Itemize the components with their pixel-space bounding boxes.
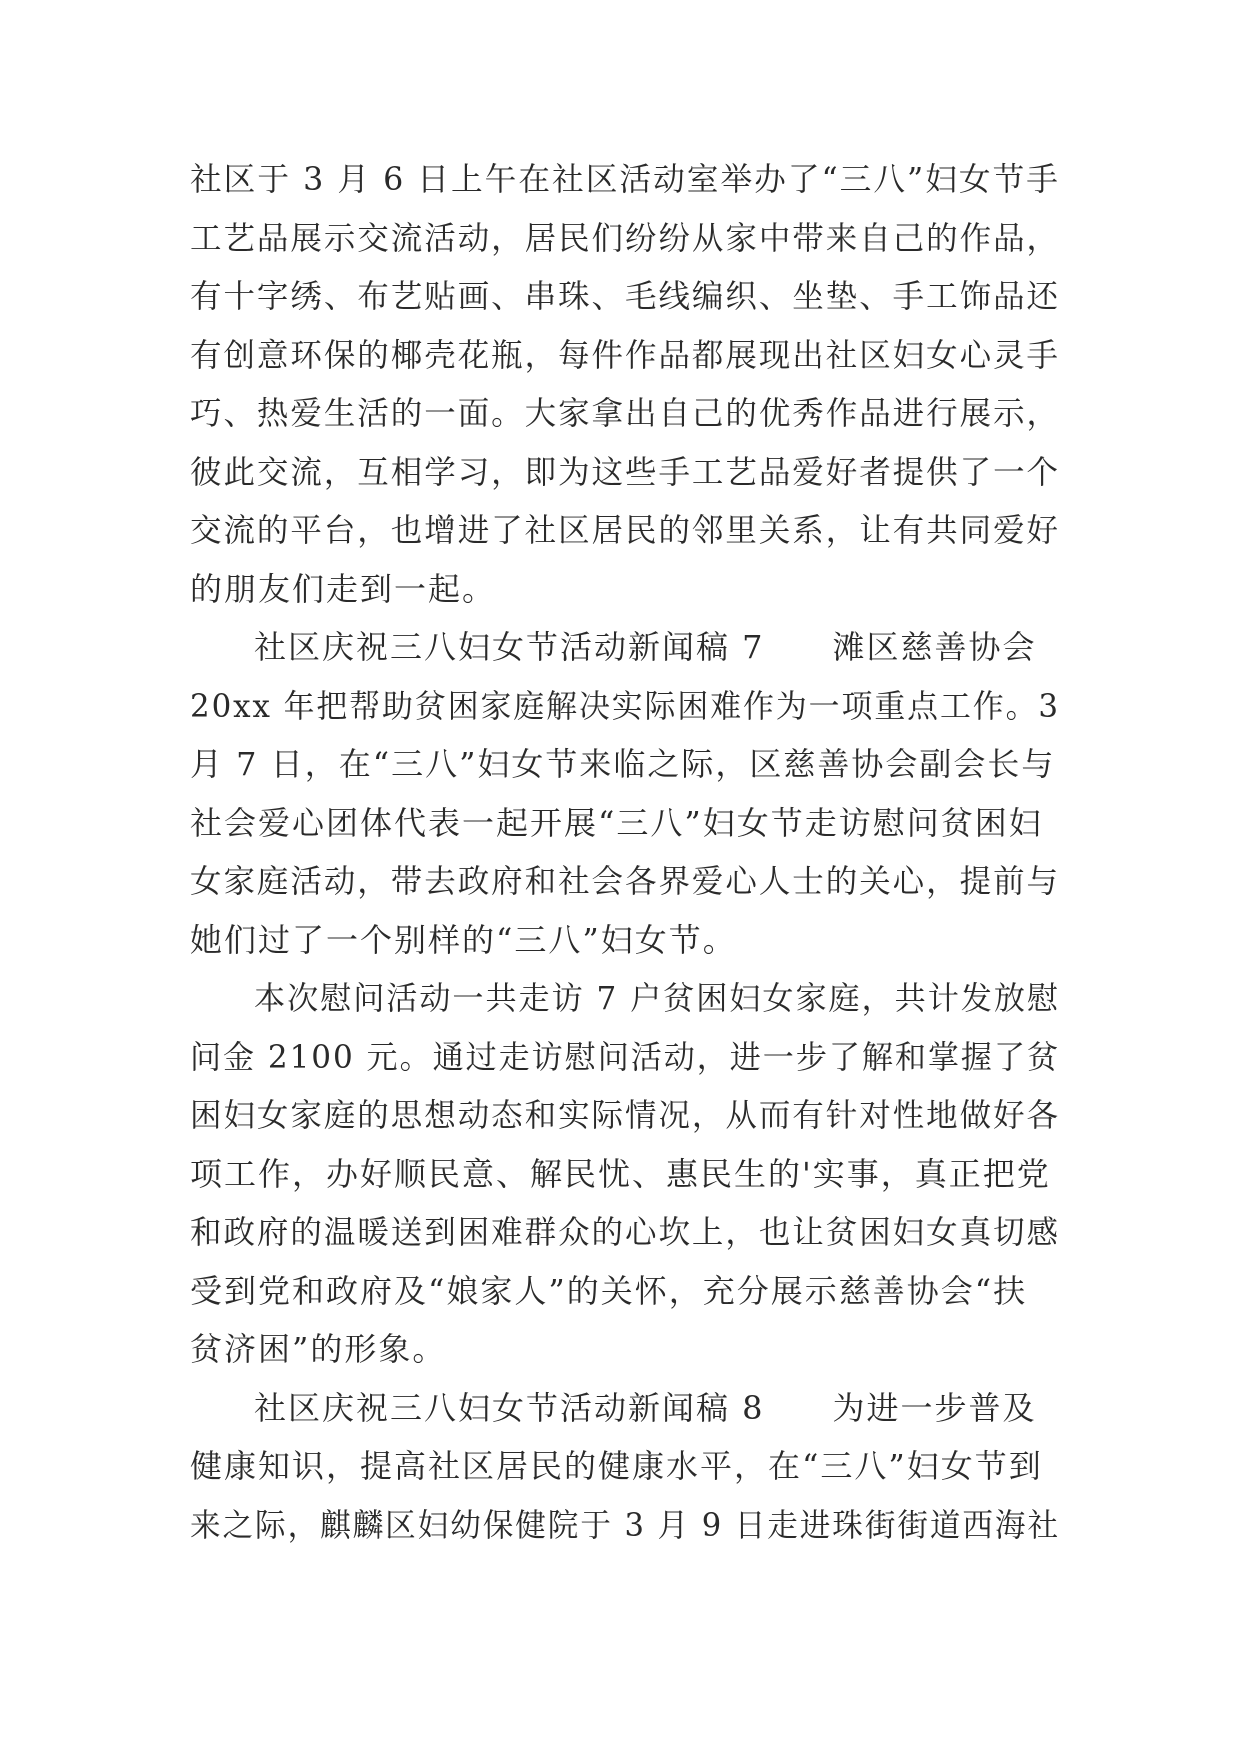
- text-line: 巧、热爱生活的一面。大家拿出自己的优秀作品进行展示，: [190, 394, 1060, 432]
- text-line: 问金 2100 元。通过走访慰问活动，进一步了解和掌握了贫: [190, 1037, 1060, 1076]
- text-line: 有创意环保的椰壳花瓶，每件作品都展现出社区妇女心灵手: [190, 335, 1060, 374]
- text-line: 项工作，办好顺民意、解民忧、惠民生的'实事，真正把党: [190, 1154, 1051, 1193]
- text-line: 彼此交流，互相学习，即为这些手工艺品爱好者提供了一个: [190, 452, 1060, 491]
- text-line: 有十字绣、布艺贴画、串珠、毛线编织、坐垫、手工饰品还: [190, 277, 1060, 315]
- text-line: 社会爱心团体代表一起开展“三八”妇女节走访慰问贫困妇: [190, 803, 1043, 842]
- text-line: 工艺品展示交流活动，居民们纷纷从家中带来自己的作品，: [190, 218, 1060, 257]
- text-line: 本次慰问活动一共走访 7 户贫困妇女家庭，共计发放慰: [254, 979, 1060, 1017]
- text-line: 社区于 3 月 6 日上午在社区活动室举办了“三八”妇女节手: [190, 160, 1060, 198]
- text-line: 月 7 日，在“三八”妇女节来临之际，区慈善协会副会长与: [190, 745, 1056, 783]
- text-line: 健康知识，提高社区居民的健康水平，在“三八”妇女节到: [190, 1447, 1043, 1485]
- text-line: 她们过了一个别样的“三八”妇女节。: [190, 920, 737, 959]
- text-line: 受到党和政府及“娘家人”的关怀，充分展示慈善协会“扶: [190, 1271, 1028, 1310]
- text-line: 来之际，麒麟区妇幼保健院于 3 月 9 日走进珠街街道西海社: [190, 1505, 1060, 1544]
- text-line: 贫济困”的形象。: [190, 1330, 447, 1368]
- text-line: 困妇女家庭的思想动态和实际情况，从而有针对性地做好各: [190, 1096, 1060, 1134]
- text-line: 女家庭活动，带去政府和社会各界爱心人士的关心，提前与: [190, 862, 1060, 900]
- text-line: 的朋友们走到一起。: [190, 569, 497, 608]
- text-line: 20xx 年把帮助贫困家庭解决实际困难作为一项重点工作。3: [190, 686, 1060, 725]
- text-line: 社区庆祝三八妇女节活动新闻稿 7 滩区慈善协会: [254, 628, 1037, 666]
- text-line: 交流的平台，也增进了社区居民的邻里关系，让有共同爱好: [190, 511, 1060, 549]
- text-line: 社区庆祝三八妇女节活动新闻稿 8 为进一步普及: [254, 1388, 1037, 1427]
- text-line: 和政府的温暖送到困难群众的心坎上，也让贫困妇女真切感: [190, 1213, 1060, 1251]
- document-body-text: [190, 150, 1060, 1554]
